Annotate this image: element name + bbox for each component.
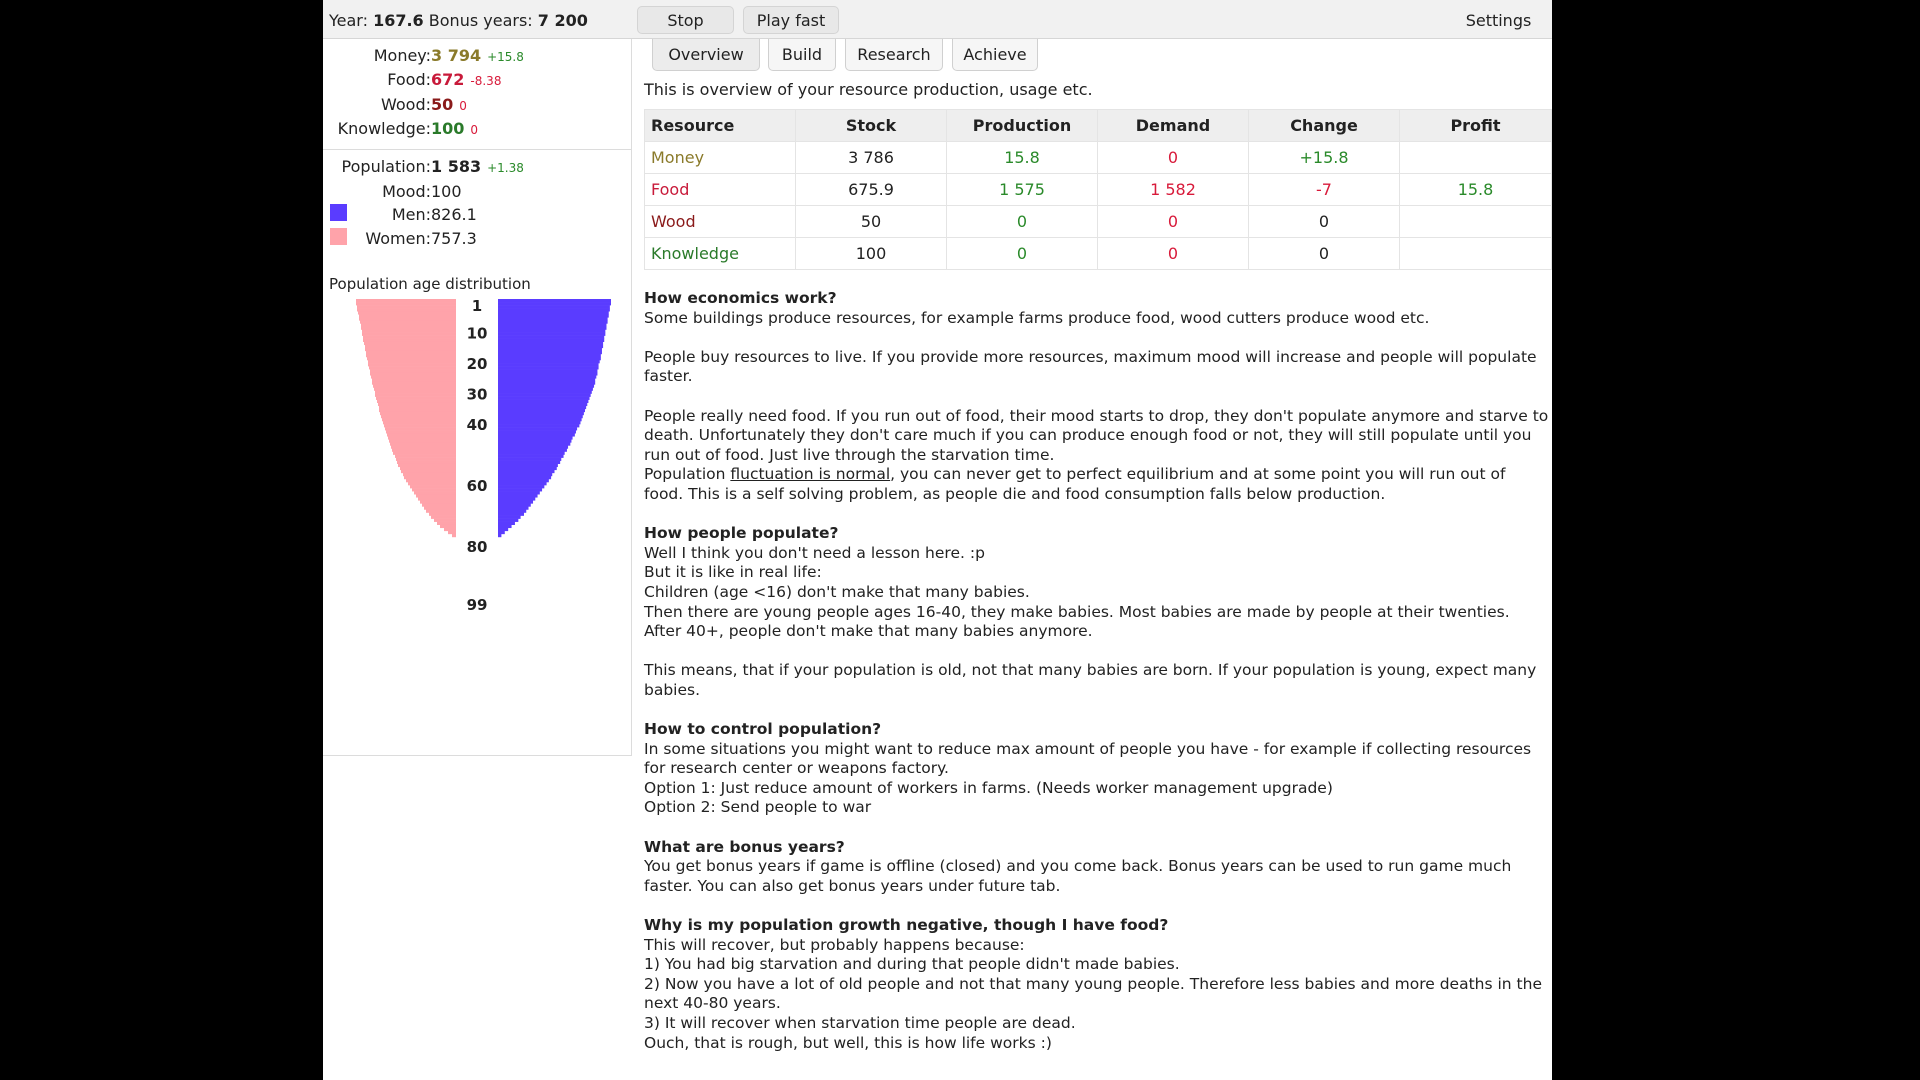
women-age-bar — [452, 534, 456, 537]
men-age-bar — [498, 314, 609, 317]
men-age-bar — [498, 384, 594, 387]
help-paragraph: This means, that if your population is old, not that many babies are born. If your population is young, expect many babies. — [644, 661, 1537, 699]
cell-name: Food — [645, 174, 796, 206]
money-label: Money: — [373, 46, 431, 65]
food-delta: -8.38 — [470, 74, 502, 88]
men-age-bar — [498, 482, 547, 485]
help-line: 1) You had big starvation and during that people didn't made babies. — [644, 955, 1180, 974]
men-age-bar — [498, 409, 585, 412]
women-age-bar — [384, 424, 456, 427]
women-age-bar — [388, 436, 456, 439]
women-age-bar — [448, 531, 456, 534]
help-line: Well I think you don't need a lesson here. :p — [644, 543, 985, 562]
col-resource: Resource — [645, 110, 796, 142]
fluctuation-link[interactable]: fluctuation is normal — [730, 465, 891, 484]
women-age-bar — [385, 427, 456, 430]
men-age-bar — [498, 430, 576, 433]
women-age-bar — [406, 479, 456, 482]
men-age-bar — [498, 525, 512, 528]
men-age-bar — [498, 531, 505, 534]
women-age-bar — [359, 314, 456, 317]
men-age-bar — [498, 479, 549, 482]
women-age-bar — [356, 299, 456, 302]
cell-name: Wood — [645, 206, 796, 238]
table-row — [645, 174, 1552, 206]
cell-change: 0 — [1249, 238, 1400, 270]
resource-table — [644, 109, 1552, 270]
help-line: Children (age <16) don't make that many babies. — [644, 582, 1030, 601]
wood-amount: 50 — [431, 95, 454, 114]
cell-production: 0 — [947, 238, 1098, 270]
men-age-bar — [498, 351, 602, 354]
help-heading: How economics work? — [644, 289, 837, 307]
women-age-bar — [358, 311, 456, 314]
cell-change: 0 — [1249, 206, 1400, 238]
women-age-bar — [416, 494, 456, 497]
help-paragraph — [644, 465, 1549, 504]
women-age-bar — [403, 473, 456, 476]
bonus-years-value: 7 200 — [537, 11, 588, 30]
men-bars — [498, 299, 611, 537]
col-change: Change — [1249, 110, 1400, 142]
women-age-bar — [404, 476, 456, 479]
women-age-bar — [360, 320, 456, 323]
mood-label: Mood: — [382, 182, 431, 201]
men-age-bar — [498, 528, 508, 531]
women-age-bar — [422, 503, 456, 506]
cell-stock: 3 786 — [796, 142, 947, 174]
men-age-bar — [498, 516, 521, 519]
women-label: Women: — [365, 229, 431, 248]
women-age-bar — [374, 387, 456, 390]
men-age-bar — [498, 369, 597, 372]
women-age-bar — [365, 345, 456, 348]
population-delta: +1.38 — [487, 161, 524, 175]
women-age-bar — [393, 452, 456, 455]
population-value — [431, 157, 524, 176]
year-label: Year: — [329, 11, 368, 30]
men-age-bar — [498, 427, 577, 430]
women-age-bar — [367, 357, 456, 360]
wood-label: Wood: — [380, 95, 431, 114]
help-populate — [644, 524, 1549, 642]
col-profit: Profit — [1400, 110, 1552, 142]
help-text-span: Population — [644, 465, 731, 484]
women-age-bar — [386, 430, 456, 433]
cell-profit — [1400, 206, 1552, 238]
population-stat — [323, 157, 631, 179]
women-age-bar — [410, 485, 456, 488]
women-age-bar — [377, 400, 456, 403]
women-age-bar — [370, 372, 456, 375]
men-age-bar — [498, 513, 524, 516]
main-panel — [643, 39, 1549, 1079]
men-age-bar — [498, 400, 588, 403]
help-line: In some situations you might want to reduce max amount of people you have - for example if collecting resources for research center or weapons factory. — [644, 739, 1532, 778]
men-age-bar — [498, 491, 540, 494]
age-tick-label: 10 — [466, 324, 488, 343]
mood-stat — [323, 182, 631, 204]
help-economics — [644, 289, 1549, 328]
women-age-bar — [357, 305, 456, 308]
help-line: But it is like in real life: — [644, 563, 822, 582]
help-paragraph: People really need food. If you run out of food, their mood starts to drop, they don't populate anymore and starve to death. Unfortunately they don't care much if you can produce enough food or not, they will still populate until you run out of food. Just live through the starvation time. — [644, 406, 1549, 464]
bonus-years-label: Bonus years: — [428, 11, 533, 30]
cell-production: 15.8 — [947, 142, 1098, 174]
men-age-bar — [498, 494, 538, 497]
women-value: 757.3 — [431, 229, 477, 248]
women-age-bar — [382, 418, 456, 421]
men-age-bar — [498, 458, 561, 461]
men-age-bar — [498, 509, 526, 512]
women-age-bar — [379, 409, 456, 412]
women-age-bar — [440, 525, 456, 528]
money-stat — [323, 46, 631, 68]
men-label: Men: — [391, 205, 431, 224]
men-age-bar — [498, 342, 603, 345]
help-heading: How people populate? — [644, 524, 839, 543]
help-populate-summary — [644, 661, 1549, 700]
men-age-bar — [498, 485, 544, 488]
age-tick-label: 60 — [466, 476, 488, 495]
help-economics-buy — [644, 348, 1549, 387]
help-line: After 40+, people don't make that many babies anymore. — [644, 622, 1093, 641]
col-demand: Demand — [1098, 110, 1249, 142]
women-age-bar — [357, 308, 456, 311]
men-age-bar — [498, 311, 609, 314]
help-bonus — [644, 838, 1549, 897]
women-age-bar — [370, 369, 456, 372]
women-age-bar — [401, 470, 456, 473]
table-row — [645, 238, 1552, 270]
women-age-bar — [396, 458, 456, 461]
women-age-bar — [431, 516, 456, 519]
men-age-bar — [498, 467, 557, 470]
tab-research[interactable]: Research — [845, 39, 943, 71]
women-age-bar — [378, 403, 456, 406]
help-economics-food — [644, 407, 1549, 505]
men-age-bar — [498, 412, 584, 415]
age-axis — [467, 297, 488, 614]
cell-profit — [1400, 238, 1552, 270]
tab-build[interactable]: Build — [768, 39, 836, 71]
women-age-bar — [376, 397, 456, 400]
stop-button[interactable]: Stop — [637, 6, 734, 34]
men-age-bar — [498, 397, 590, 400]
cell-name: Knowledge — [645, 238, 796, 270]
money-value — [431, 46, 524, 65]
women-age-bar — [444, 528, 456, 531]
women-age-bar — [426, 509, 456, 512]
women-age-bar — [368, 360, 456, 363]
help-negative-growth — [644, 916, 1549, 1053]
women-age-bar — [381, 415, 456, 418]
help-line: Option 2: Send people to war — [644, 798, 872, 817]
men-age-bar — [498, 448, 567, 451]
men-age-bar — [498, 445, 568, 448]
women-age-bar — [371, 375, 456, 378]
money-amount: 3 794 — [431, 46, 482, 65]
women-age-bar — [429, 513, 456, 516]
women-age-bar — [408, 482, 456, 485]
help-line: Option 1: Just reduce amount of workers in farms. (Needs worker management upgrade) — [644, 778, 1333, 797]
table-row — [645, 142, 1552, 174]
women-age-bar — [369, 366, 456, 369]
men-age-bar — [498, 476, 551, 479]
top-bar — [323, 0, 1552, 39]
men-age-bar — [498, 302, 611, 305]
men-age-bar — [498, 394, 591, 397]
cell-demand: 1 582 — [1098, 174, 1249, 206]
help-line: 2) Now you have a lot of old people and not that many young people. Therefore less babies and more deaths in the next 40-80 years. — [644, 974, 1542, 1013]
women-age-bar — [397, 461, 456, 464]
women-age-bar — [366, 354, 456, 357]
men-age-bar — [498, 436, 573, 439]
cell-demand: 0 — [1098, 142, 1249, 174]
cell-production: 1 575 — [947, 174, 1098, 206]
help-heading: What are bonus years? — [644, 837, 845, 856]
cell-profit: 15.8 — [1400, 174, 1552, 206]
men-age-bar — [498, 421, 580, 424]
population-amount: 1 583 — [431, 157, 482, 176]
men-age-bar — [498, 308, 610, 311]
help-line: 3) It will recover when starvation time people are dead. — [644, 1013, 1076, 1032]
men-age-bar — [498, 464, 558, 467]
age-tick-label: 40 — [466, 415, 488, 434]
year-value: 167.6 — [373, 11, 424, 30]
men-age-bar — [498, 391, 592, 394]
men-age-bar — [498, 433, 575, 436]
women-age-bar — [383, 421, 456, 424]
men-age-bar — [498, 522, 515, 525]
men-age-bar — [498, 534, 501, 537]
age-tick-label: 1 — [471, 297, 483, 315]
women-age-bar — [361, 326, 456, 329]
wood-value — [431, 95, 467, 114]
women-age-bar — [418, 497, 456, 500]
cell-change: -7 — [1249, 174, 1400, 206]
men-age-bar — [498, 442, 570, 445]
women-age-bar — [372, 378, 456, 381]
help-heading: Why is my population growth negative, though I have food? — [644, 916, 1169, 934]
men-age-bar — [498, 323, 606, 326]
men-age-bar — [498, 519, 518, 522]
men-age-bar — [498, 360, 600, 363]
col-stock: Stock — [796, 110, 947, 142]
men-age-bar — [498, 418, 582, 421]
men-age-bar — [498, 354, 601, 357]
col-production: Production — [947, 110, 1098, 142]
sidebar — [323, 39, 632, 756]
men-age-bar — [498, 506, 529, 509]
men-age-bar — [498, 461, 560, 464]
men-age-bar — [498, 403, 587, 406]
cell-production: 0 — [947, 206, 1098, 238]
women-age-bar — [372, 381, 456, 384]
food-amount: 672 — [431, 70, 465, 89]
help-line: Then there are young people ages 16-40, they make babies. Most babies are made by people at their twenties. — [644, 602, 1510, 621]
women-age-bar — [362, 330, 456, 333]
men-age-bar — [498, 372, 597, 375]
overview-intro: This is overview of your resource production, usage etc. — [644, 80, 1093, 99]
women-age-bar — [359, 317, 456, 320]
mood-value: 100 — [431, 182, 462, 201]
women-age-bar — [412, 488, 456, 491]
men-age-bar — [498, 452, 565, 455]
tab-achieve[interactable]: Achieve — [952, 39, 1038, 71]
men-age-bar — [498, 381, 595, 384]
women-age-bar — [375, 391, 456, 394]
year-info — [329, 11, 588, 30]
men-age-bar — [498, 424, 579, 427]
men-age-bar — [498, 503, 531, 506]
men-age-bar — [498, 366, 599, 369]
help-paragraph: Some buildings produce resources, for example farms produce food, wood cutters produce wood etc. — [644, 308, 1430, 327]
food-stat — [323, 70, 631, 92]
men-age-bar — [498, 326, 606, 329]
men-age-bar — [498, 305, 610, 308]
cell-stock: 100 — [796, 238, 947, 270]
women-age-bar — [368, 363, 456, 366]
women-age-bar — [356, 302, 456, 305]
wood-delta: 0 — [459, 99, 467, 113]
knowledge-stat — [323, 119, 631, 141]
age-tick-label: 30 — [466, 385, 488, 404]
cell-profit — [1400, 142, 1552, 174]
age-tick-label: 80 — [466, 537, 488, 556]
cell-stock: 675.9 — [796, 174, 947, 206]
men-age-bar — [498, 470, 555, 473]
game-window — [323, 0, 1552, 1080]
women-age-bar — [387, 433, 456, 436]
men-age-bar — [498, 378, 595, 381]
men-age-bar — [498, 339, 604, 342]
men-age-bar — [498, 363, 599, 366]
women-age-bar — [366, 351, 456, 354]
men-value: 826.1 — [431, 205, 477, 224]
money-delta: +15.8 — [487, 50, 524, 64]
age-tick-label: 99 — [466, 595, 488, 614]
women-age-bar — [364, 342, 456, 345]
population-label: Population: — [341, 157, 431, 176]
knowledge-delta: 0 — [470, 123, 479, 137]
men-age-bar — [498, 488, 542, 491]
women-age-bar — [362, 333, 456, 336]
women-bars — [356, 299, 456, 537]
men-age-bar — [498, 439, 571, 442]
men-age-bar — [498, 455, 564, 458]
play-fast-button[interactable]: Play fast — [743, 6, 839, 34]
women-age-bar — [379, 406, 456, 409]
men-age-bar — [498, 333, 605, 336]
cell-demand: 0 — [1098, 206, 1249, 238]
help-text — [644, 289, 1549, 1073]
women-age-bar — [363, 336, 456, 339]
women-age-bar — [395, 455, 456, 458]
women-age-bar — [373, 384, 456, 387]
women-age-bar — [363, 339, 456, 342]
women-age-bar — [361, 323, 456, 326]
men-age-bar — [498, 348, 602, 351]
knowledge-label: Knowledge: — [337, 119, 431, 138]
table-row — [645, 206, 1552, 238]
knowledge-value — [431, 119, 478, 138]
age-tick-label: 20 — [466, 354, 488, 373]
men-age-bar — [498, 406, 586, 409]
cell-name: Money — [645, 142, 796, 174]
food-value — [431, 70, 501, 89]
women-age-bar — [400, 467, 456, 470]
men-age-bar — [498, 497, 535, 500]
help-heading: How to control population? — [644, 720, 882, 739]
pyramid-title: Population age distribution — [329, 275, 531, 293]
men-age-bar — [498, 299, 611, 302]
men-age-bar — [498, 500, 533, 503]
women-age-bar — [392, 448, 456, 451]
men-age-bar — [498, 317, 608, 320]
help-text-span: , you can never get to perfect equilibrium and at some point you will run out of food. This is a self solving problem, as people die and food consumption falls below production. — [644, 465, 1506, 503]
help-line: Ouch, that is rough, but well, this is how life works :) — [644, 1033, 1052, 1052]
women-age-bar — [390, 442, 456, 445]
women-stat — [323, 229, 631, 251]
men-age-bar — [498, 345, 603, 348]
men-stat — [323, 205, 631, 227]
population-pyramid-chart — [323, 295, 631, 735]
wood-stat — [323, 95, 631, 117]
women-age-bar — [414, 491, 456, 494]
women-age-bar — [437, 522, 456, 525]
cell-stock: 50 — [796, 206, 947, 238]
sidebar-divider — [323, 149, 631, 150]
knowledge-amount: 100 — [431, 119, 465, 138]
men-age-bar — [498, 473, 552, 476]
help-control — [644, 720, 1549, 818]
cell-demand: 0 — [1098, 238, 1249, 270]
men-age-bar — [498, 375, 596, 378]
women-age-bar — [389, 439, 456, 442]
men-age-bar — [498, 357, 601, 360]
women-age-bar — [391, 445, 456, 448]
help-line: This will recover, but probably happens because: — [644, 935, 1025, 954]
women-age-bar — [434, 519, 456, 522]
women-age-bar — [420, 500, 456, 503]
help-paragraph: People buy resources to live. If you provide more resources, maximum mood will increase and people will populate faster. — [644, 347, 1537, 386]
table-header-row — [645, 110, 1552, 142]
women-age-bar — [365, 348, 456, 351]
men-age-bar — [498, 330, 605, 333]
men-age-bar — [498, 336, 604, 339]
men-age-bar — [498, 387, 593, 390]
men-age-bar — [498, 320, 608, 323]
help-line: You get bonus years if game is offline (closed) and you come back. Bonus years can be used to run game much faster. You can also get bonus years under future tab. — [644, 857, 1512, 895]
men-age-bar — [498, 415, 583, 418]
food-label: Food: — [387, 70, 431, 89]
women-age-bar — [424, 506, 456, 509]
women-age-bar — [380, 412, 456, 415]
women-age-bar — [398, 464, 456, 467]
women-age-bar — [375, 394, 456, 397]
cell-change: +15.8 — [1249, 142, 1400, 174]
tab-overview[interactable]: Overview — [652, 39, 760, 71]
settings-button[interactable]: Settings — [1453, 6, 1544, 34]
